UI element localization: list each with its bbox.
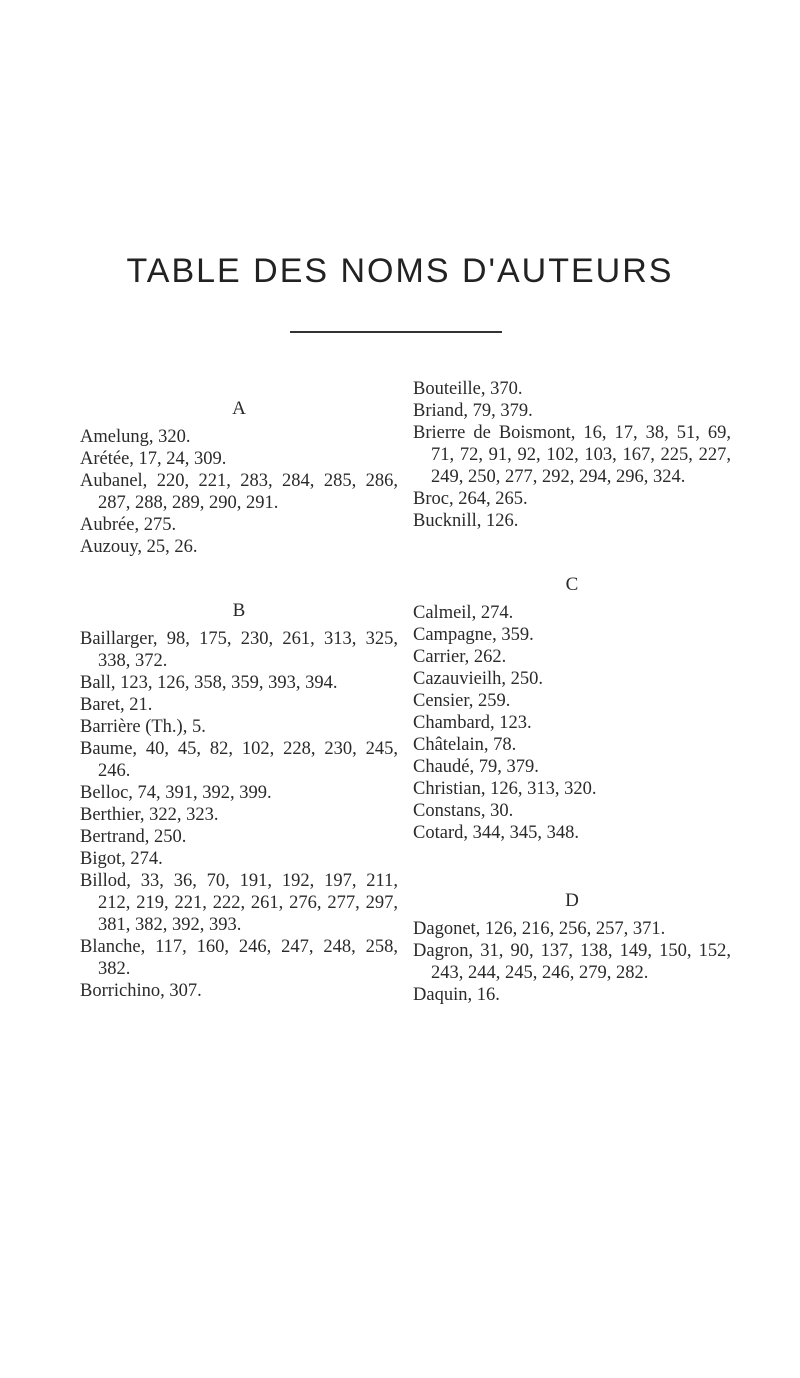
index-entry: Calmeil, 274.	[413, 603, 514, 623]
index-entry: Berthier, 322, 323.	[80, 805, 219, 825]
index-entry: Chaudé, 79, 379.	[413, 757, 539, 777]
section-letter-c: C	[565, 574, 579, 595]
index-entry: Blanche, 117, 160, 246, 247, 248, 258, 382.	[80, 937, 398, 979]
index-entry: Baillarger, 98, 175, 230, 261, 313, 325, 338, 372.	[80, 629, 398, 671]
index-entry: Baret, 21.	[80, 695, 153, 715]
index-entry: Bertrand, 250.	[80, 827, 187, 847]
index-entry: Aubrée, 275.	[80, 515, 177, 535]
index-entry: Dagron, 31, 90, 137, 138, 149, 150, 152, 243, 244, 245, 246, 279, 282.	[413, 941, 731, 983]
title-rule	[290, 331, 502, 333]
index-entry: Campagne, 359.	[413, 625, 534, 645]
index-entry: Cotard, 344, 345, 348.	[413, 823, 579, 843]
index-entry: Briand, 79, 379.	[413, 401, 533, 421]
index-entry: Bouteille, 370.	[413, 379, 523, 399]
index-entry: Daquin, 16.	[413, 985, 500, 1005]
left-column	[80, 398, 398, 1002]
index-entry: Bigot, 274.	[80, 849, 163, 869]
index-entry: Cazauvieilh, 250.	[413, 669, 543, 689]
index-entry: Belloc, 74, 391, 392, 399.	[80, 783, 272, 803]
index-entry: Amelung, 320.	[80, 427, 191, 447]
section-letter-d: D	[565, 890, 579, 911]
index-entry: Baume, 40, 45, 82, 102, 228, 230, 245, 246.	[80, 739, 398, 781]
index-entry: Christian, 126, 313, 320.	[413, 779, 597, 799]
index-entry: Barrière (Th.), 5.	[80, 717, 206, 737]
index-entry: Censier, 259.	[413, 691, 511, 711]
section-letter-a: A	[232, 398, 246, 419]
section-letter-b: B	[232, 600, 246, 621]
index-entry: Chambard, 123.	[413, 713, 532, 733]
index-entry: Arétée, 17, 24, 309.	[80, 449, 227, 469]
index-entry: Ball, 123, 126, 358, 359, 393, 394.	[80, 673, 338, 693]
index-entry: Brierre de Boismont, 16, 17, 38, 51, 69, 71, 72, 91, 92, 102, 103, 167, 225, 227, 249, 250, 277, 292, 294, 296, 324.	[413, 423, 731, 487]
index-entry: Carrier, 262.	[413, 647, 507, 667]
index-entry: Billod, 33, 36, 70, 191, 192, 197, 211, 212, 219, 221, 222, 261, 276, 277, 297, 381, 382, 392, 393.	[80, 871, 398, 935]
index-entry: Bucknill, 126.	[413, 511, 519, 531]
index-entry: Borrichino, 307.	[80, 981, 202, 1001]
index-entry: Broc, 264, 265.	[413, 489, 528, 509]
page-title: TABLE DES NOMS D'AUTEURS	[126, 252, 674, 290]
index-entry: Auzouy, 25, 26.	[80, 537, 198, 557]
index-entry: Aubanel, 220, 221, 283, 284, 285, 286, 287, 288, 289, 290, 291.	[80, 471, 398, 513]
index-entry: Châtelain, 78.	[413, 735, 517, 755]
right-column	[413, 378, 731, 1006]
index-entry: Constans, 30.	[413, 801, 514, 821]
index-entry: Dagonet, 126, 216, 256, 257, 371.	[413, 919, 666, 939]
